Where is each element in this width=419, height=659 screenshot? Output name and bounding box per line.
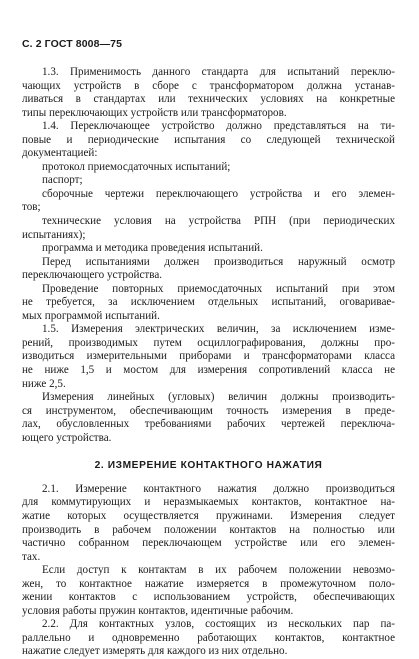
text-line: 1.4. Переключающее устройство должно представляться на ти-	[42, 120, 395, 133]
text-line: программа и методика проведения испытаний.	[42, 242, 263, 255]
text-line: рений, производимых путем осциллографирования, должны про-	[22, 336, 395, 349]
text-line: повые и периодические испытания со следующей технической	[22, 133, 395, 146]
text-line: Перед испытаниями должен производиться наружный осмотр	[42, 255, 395, 268]
page-header: С. 2 ГОСТ 8008—75	[22, 38, 123, 50]
text-line: жении контактов с использованием устройств, обеспечивающих	[22, 591, 395, 604]
text-line: Измерения линейных (угловых) величин должны производить-	[42, 391, 395, 404]
text-line: ющего устройства.	[22, 431, 112, 444]
text-line: переключающего устройства.	[22, 269, 163, 282]
text-line: типы переключающих устройств или трансформаторов.	[22, 106, 287, 119]
text-line: 1.5. Измерения электрических величин, за исключением изме-	[42, 323, 395, 336]
text-line: чающих устройств в сборе с трансформатором должна устанав-	[22, 79, 395, 92]
text-line: условия работы пружин контактов, идентичные рабочим.	[22, 604, 294, 617]
text-line: для коммутирующих и неразмыкаемых контактов, контактное на-	[22, 496, 395, 509]
text-line: частично собранном переключающем устройстве или его элемен-	[22, 537, 395, 550]
text-line: раллельно и одновременно работающих контактов, контактное	[22, 631, 395, 644]
text-line: производить в рабочем положении контактов на полностью или	[22, 523, 395, 536]
text-line: нажатие следует измерять для каждого из них отдельно.	[22, 645, 288, 658]
text-line: испытаниях);	[22, 228, 86, 241]
text-line: 2.2. Для контактных узлов, состоящих из нескольких пар па-	[42, 618, 395, 631]
document-body	[22, 66, 395, 659]
section-heading: 2. ИЗМЕРЕНИЕ КОНТАКТНОГО НАЖАТИЯ	[94, 460, 323, 472]
text-line: тов;	[22, 201, 41, 214]
text-line: жен, то контактное нажатие измеряется в промежуточном поло-	[22, 577, 395, 590]
text-line: документацией:	[22, 147, 98, 160]
text-line: 2.1. Измерение контактного нажатия должно производиться	[42, 482, 395, 495]
text-line: протокол приемосдаточных испытаний;	[42, 160, 231, 173]
text-line: мых программой испытаний.	[22, 309, 160, 322]
text-line: ниже 2,5.	[22, 377, 66, 390]
text-line: тах.	[22, 550, 41, 563]
text-line: Если доступ к контактам в их рабочем положении невозмо-	[42, 564, 395, 577]
text-line: Проведение повторных приемосдаточных испытаний при этом	[42, 282, 395, 295]
text-line: жатие которых осуществляется пружинами. Измерения следует	[22, 509, 395, 522]
text-line: не требуется, за исключением отдельных испытаний, оговаривае-	[22, 296, 395, 309]
text-line: не ниже 1,5 и мостом для измерения сопротивлений класса не	[22, 364, 395, 377]
text-line: технические условия на устройства РПН (при периодических	[42, 215, 395, 228]
text-line: ся инструментом, обеспечивающим точность измерения в преде-	[22, 404, 395, 417]
text-line: изводиться измерительными приборами и трансформаторами класса	[22, 350, 395, 363]
text-line: лах, обусловленных требованиями рабочих чертежей переключа-	[22, 418, 395, 431]
text-line: паспорт;	[42, 174, 83, 187]
text-line: сборочные чертежи переключающего устройства и его элемен-	[42, 187, 395, 200]
text-line: ливаться в стандартах или технических условиях на конкретные	[22, 93, 395, 106]
text-line: 1.3. Применимость данного стандарта для испытаний переклю-	[42, 66, 395, 78]
